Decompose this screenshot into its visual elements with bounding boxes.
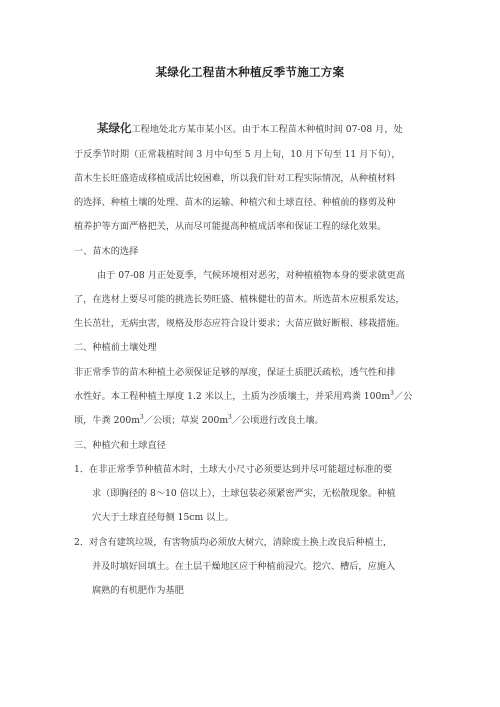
section-2-line-2 <box>74 391 412 403</box>
section-2-line-3 <box>74 415 324 427</box>
section-2-line-3-c: ／公顷进行改良土壤。 <box>231 415 324 426</box>
document-title: 某绿化工程苗木种植反季节施工方案 <box>155 65 345 79</box>
section-1-line-2: 了，在选材上要尽可能的挑选长势旺盛、植株健壮的苗木。所选苗木应根系发达， <box>74 294 405 305</box>
intro-line-5: 植养护等方面严格把关，从而尽可能提高种植成活率和保证工程的绿化效果。 <box>74 221 387 232</box>
section-3-item-2-line-2: 并及时填好回填土。在土层干燥地区应于种植前浸穴。挖穴、槽后，应施入 <box>92 561 396 572</box>
section-2-line-3-a: 顷，牛粪 200m <box>74 415 140 426</box>
section-2-heading: 二、种植前土壤处理 <box>74 342 157 353</box>
superscript-3: 3 <box>228 413 232 421</box>
section-2-line-1: 非正常季节的苗木种植土必须保证足够的厚度，保证土质肥沃疏松，透气性和排 <box>74 367 396 378</box>
intro-line-4: 的选择、种植土壤的处理、苗木的运输、种植穴和土球直径、种植前的修剪及种 <box>74 197 396 208</box>
section-3-item-1-line-3: 穴大于土球直径每侧 15cm 以上。 <box>92 512 234 523</box>
section-2-line-2-text: 水性好。本工程种植土厚度 1.2 米以上，土质为沙质壤土，并采用鸡粪 100m <box>74 391 391 402</box>
section-2-line-3-b: ／公顷；草炭 200m <box>143 415 229 426</box>
section-1-line-3: 生长茁壮，无病虫害，规格及形态应符合设计要求；大苗应做好断根、移栽措施。 <box>74 318 405 329</box>
intro-line-3: 苗木生长旺盛造成移植成活比较困难，所以我们针对工程实际情况，从种植材料 <box>74 173 396 184</box>
section-1-line-1: 由于 07-08 月正处夏季，气候环境相对恶劣，对种植植物本身的要求就更高 <box>97 270 405 281</box>
intro-line-2: 于反季节时期（正常栽植时间 3 月中旬至 5 月上旬，10 月下旬至 11 月下旬）， <box>74 149 401 160</box>
section-3-item-1-line-2: 求（即胸径的 8～10 倍以上），土球包装必须紧密严实，无松散现象。种植 <box>92 488 396 499</box>
superscript-3: 3 <box>390 389 394 397</box>
section-2-line-2-tail: ／公 <box>393 391 413 402</box>
intro-lead: 某绿化 <box>97 121 132 135</box>
section-3-item-2-line-1: 2．对含有建筑垃圾，有害物质均必须放大树穴，清除废土换上改良后种植土， <box>74 537 393 548</box>
section-3-item-1-line-1: 1．在非正常季节种植苗木时，土球大小尺寸必须要达到并尽可能超过标准的要 <box>74 464 393 475</box>
superscript-3: 3 <box>139 413 144 421</box>
section-1-heading: 一、苗木的选择 <box>74 246 139 257</box>
intro-line-1-text: 工程地处北方某市某小区。由于本工程苗木种植时间 07-08 月，处 <box>131 124 403 135</box>
section-3-heading: 三、种植穴和土球直径 <box>74 440 166 451</box>
intro-line-1 <box>97 122 403 136</box>
section-3-item-2-line-3: 腐熟的有机肥作为基肥 <box>92 585 184 596</box>
